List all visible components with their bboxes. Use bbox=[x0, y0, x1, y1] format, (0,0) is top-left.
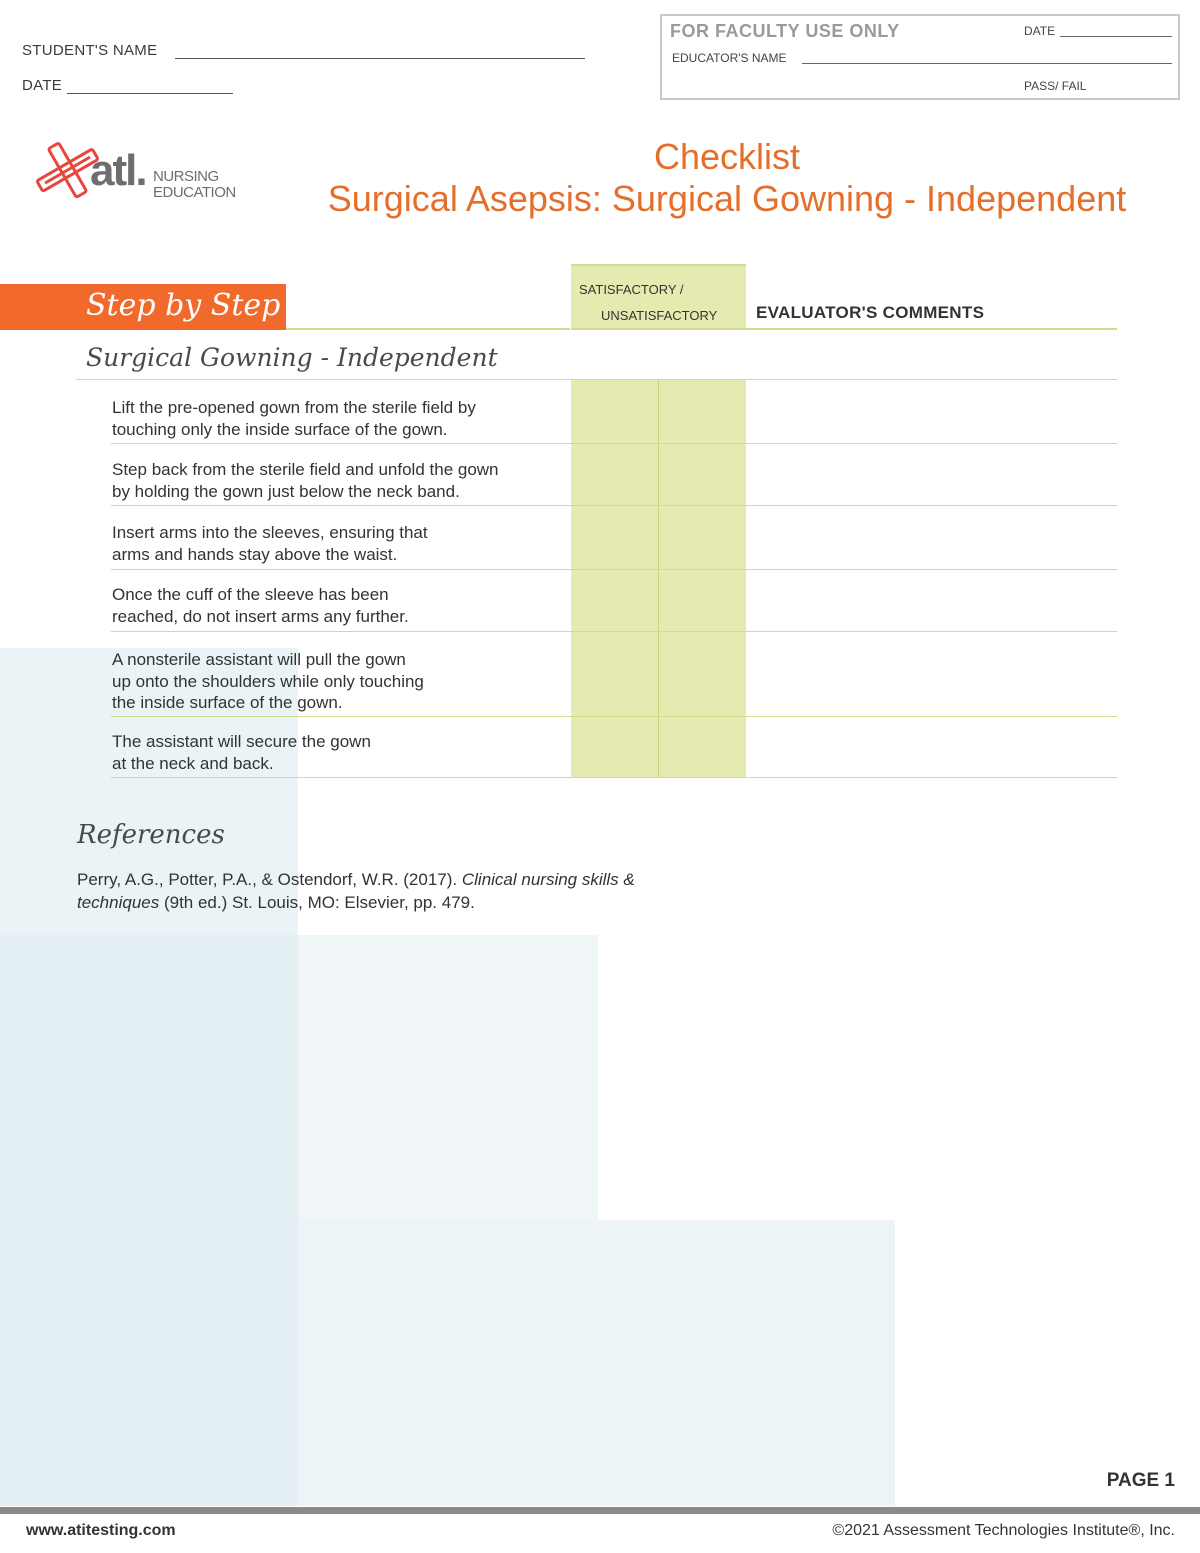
pass-fail-label: PASS/ FAIL bbox=[1024, 79, 1087, 93]
footer-rule bbox=[0, 1507, 1200, 1514]
page-number: PAGE 1 bbox=[1106, 1470, 1175, 1491]
logo-nursing-text bbox=[153, 169, 236, 201]
faculty-title: FOR FACULTY USE ONLY bbox=[670, 21, 900, 41]
page-subtitle: Surgical Asepsis: Surgical Gowning - Independent bbox=[327, 178, 1127, 219]
student-date-label: DATE bbox=[22, 77, 63, 94]
logo-nursing-line: NURSING bbox=[153, 168, 219, 185]
reference-details: (9th ed.) St. Louis, MO: Elsevier, pp. 479. bbox=[159, 893, 475, 912]
student-name-label: STUDENT'S NAME bbox=[22, 42, 158, 59]
step-row bbox=[111, 632, 1117, 717]
step-row bbox=[111, 570, 1117, 632]
evaluator-comments-header: EVALUATOR'S COMMENTS bbox=[756, 303, 985, 322]
faculty-date-label: DATE bbox=[1024, 24, 1056, 38]
step-row bbox=[111, 506, 1117, 570]
logo-atl-text: atl. bbox=[90, 146, 146, 195]
educator-name-label: EDUCATOR'S NAME bbox=[672, 51, 787, 65]
logo-education-line: EDUCATION bbox=[153, 184, 236, 201]
section-title: Surgical Gowning - Independent bbox=[86, 343, 498, 372]
header-rule bbox=[746, 328, 1117, 330]
unsatisfactory-label: UNSATISFACTORY bbox=[601, 308, 718, 323]
step-text: Once the cuff of the sleeve has been reached, do not insert arms any further. bbox=[112, 585, 409, 626]
footer-copyright: ©2021 Assessment Technologies Institute®, Inc. bbox=[832, 1522, 1175, 1539]
satisfactory-header bbox=[571, 264, 746, 330]
faculty-date-field[interactable] bbox=[1060, 36, 1172, 37]
faculty-use-box bbox=[660, 14, 1180, 100]
step-text: The assistant will secure the gown at the neck and back. bbox=[112, 732, 371, 773]
step-by-step-banner bbox=[0, 284, 286, 330]
satisfactory-label: SATISFACTORY / bbox=[579, 282, 684, 297]
footer-url-link[interactable]: www.atitesting.com bbox=[26, 1522, 176, 1539]
step-row bbox=[111, 444, 1117, 506]
background-panel bbox=[0, 935, 298, 1506]
reference-book-title: Clinical nursing skills & techniques bbox=[77, 870, 635, 912]
educator-name-field[interactable] bbox=[802, 63, 1172, 64]
reference-entry bbox=[77, 868, 717, 914]
step-row bbox=[111, 380, 1117, 444]
header-rule bbox=[286, 328, 570, 330]
header-rule bbox=[571, 328, 746, 330]
step-text: Lift the pre-opened gown from the sterile field by touching only the inside surface of the gown. bbox=[112, 398, 476, 439]
reference-authors: Perry, A.G., Potter, P.A., & Ostendorf, W.R. (2017). bbox=[77, 870, 462, 889]
student-name-line bbox=[175, 58, 585, 59]
ati-logo bbox=[28, 136, 248, 216]
student-date-field[interactable] bbox=[22, 77, 62, 94]
student-date-line bbox=[67, 93, 233, 94]
banner-text: Step by Step bbox=[86, 288, 281, 323]
background-panel bbox=[298, 1220, 895, 1506]
step-text: Insert arms into the sleeves, ensuring that arms and hands stay above the waist. bbox=[112, 523, 428, 564]
step-text: A nonsterile assistant will pull the gown up onto the shoulders while only touching the inside surface of the gown. bbox=[112, 650, 424, 712]
step-row bbox=[111, 717, 1117, 778]
references-title: References bbox=[77, 820, 225, 850]
student-name-field[interactable] bbox=[22, 42, 157, 59]
page-title: Checklist bbox=[653, 136, 801, 177]
step-text: Step back from the sterile field and unfold the gown by holding the gown just below the neck band. bbox=[112, 460, 499, 501]
